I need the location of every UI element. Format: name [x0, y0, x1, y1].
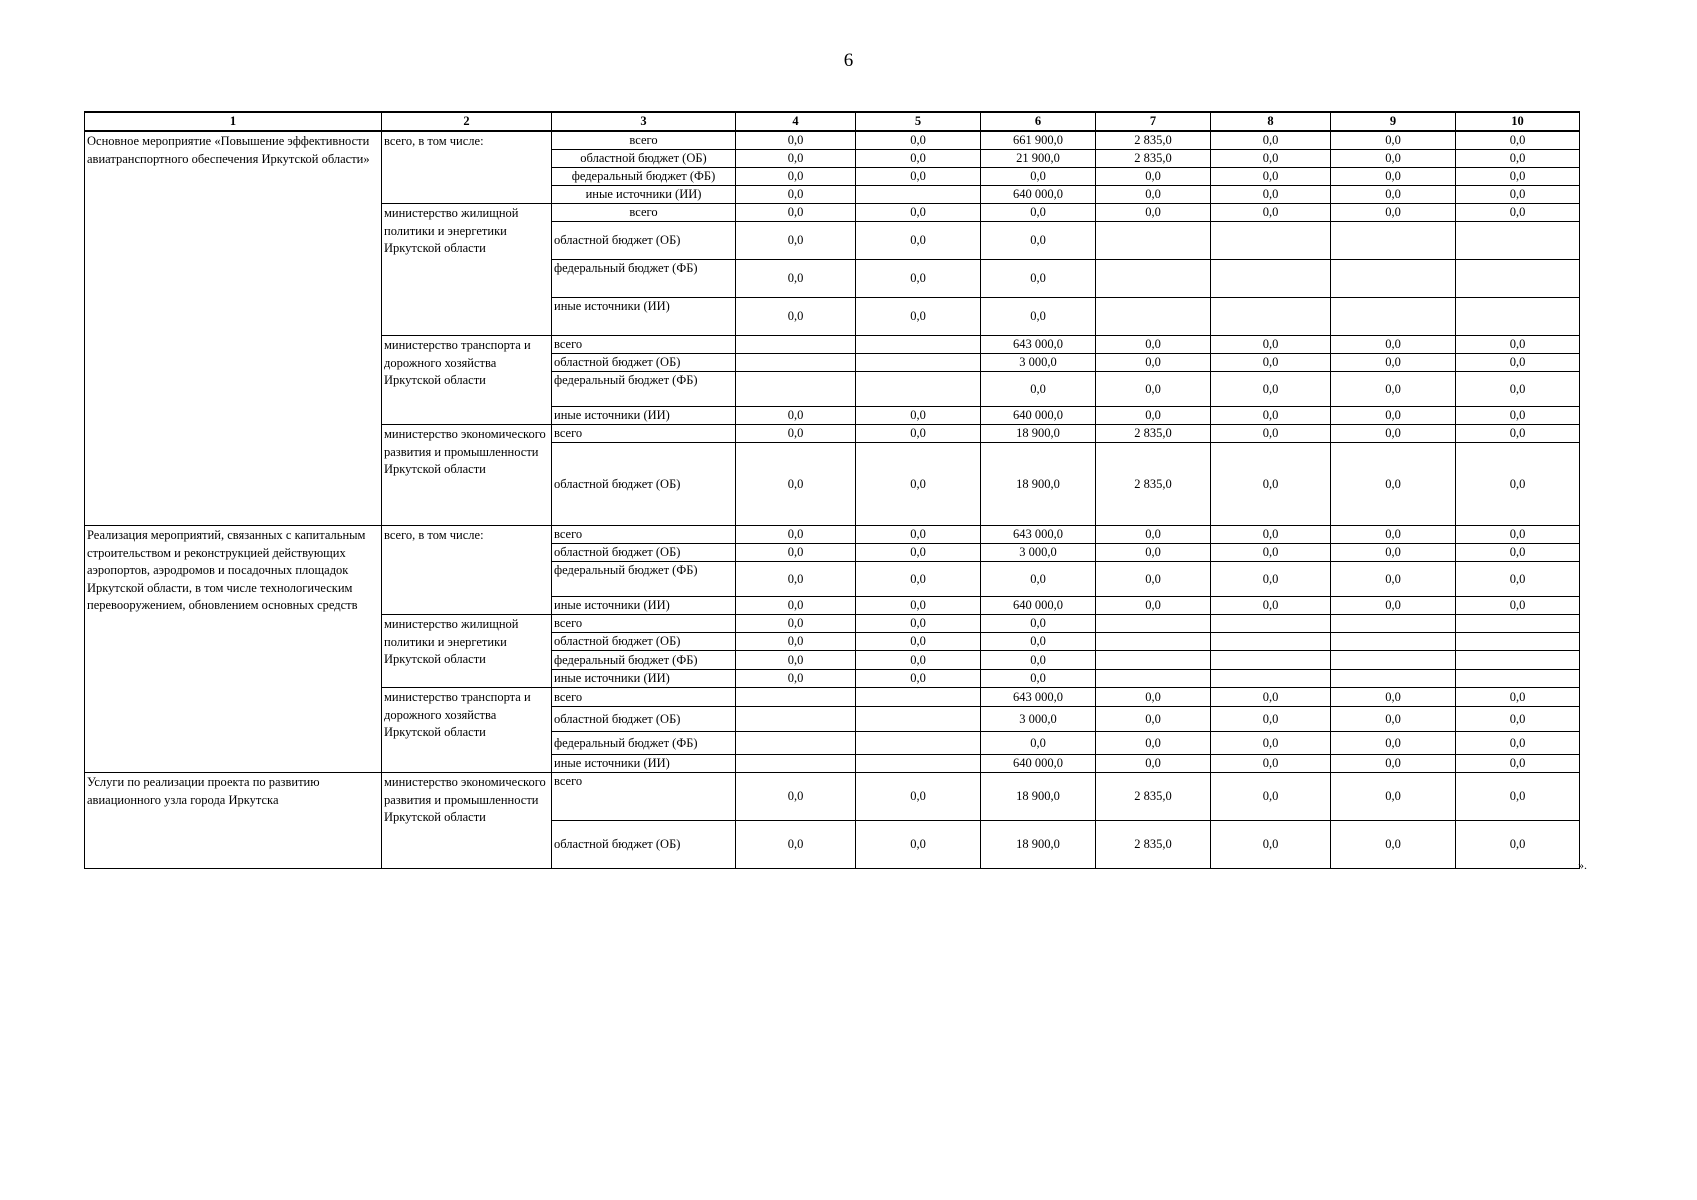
value-cell: 0,0: [856, 544, 981, 562]
funding-source: областной бюджет (ОБ): [552, 222, 736, 260]
funding-source: областной бюджет (ОБ): [552, 443, 736, 526]
value-cell: 0,0: [736, 204, 856, 222]
value-cell: [856, 732, 981, 755]
value-cell: [1331, 651, 1456, 670]
value-cell: 640 000,0: [981, 407, 1096, 425]
value-cell: 0,0: [981, 651, 1096, 670]
value-cell: 0,0: [981, 372, 1096, 407]
value-cell: 0,0: [736, 425, 856, 443]
value-cell: [736, 688, 856, 707]
col-header: 7: [1096, 112, 1211, 131]
table-row: [85, 526, 1580, 544]
value-cell: 0,0: [1331, 131, 1456, 150]
value-cell: [736, 707, 856, 732]
value-cell: 0,0: [856, 425, 981, 443]
value-cell: 0,0: [1096, 688, 1211, 707]
value-cell: 0,0: [1096, 407, 1211, 425]
value-cell: 0,0: [736, 773, 856, 821]
funding-source: всего: [552, 526, 736, 544]
col-header: 6: [981, 112, 1096, 131]
value-cell: 0,0: [1211, 773, 1331, 821]
col-header: 9: [1331, 112, 1456, 131]
value-cell: 661 900,0: [981, 131, 1096, 150]
value-cell: 0,0: [856, 773, 981, 821]
value-cell: 3 000,0: [981, 354, 1096, 372]
value-cell: 0,0: [1096, 168, 1211, 186]
value-cell: [856, 354, 981, 372]
value-cell: 0,0: [736, 186, 856, 204]
value-cell: 0,0: [1211, 336, 1331, 354]
value-cell: 0,0: [1211, 204, 1331, 222]
value-cell: 0,0: [981, 732, 1096, 755]
funding-source: всего: [552, 615, 736, 633]
value-cell: 0,0: [1456, 186, 1580, 204]
value-cell: 0,0: [1456, 168, 1580, 186]
value-cell: 0,0: [1096, 707, 1211, 732]
value-cell: 3 000,0: [981, 544, 1096, 562]
value-cell: 0,0: [1331, 168, 1456, 186]
value-cell: [1456, 260, 1580, 298]
value-cell: 0,0: [736, 633, 856, 651]
col-header: 1: [85, 112, 382, 131]
value-cell: 0,0: [1456, 526, 1580, 544]
funding-source: иные источники (ИИ): [552, 597, 736, 615]
value-cell: 0,0: [1211, 186, 1331, 204]
value-cell: 0,0: [1096, 597, 1211, 615]
value-cell: 0,0: [1331, 562, 1456, 597]
funding-source: всего: [552, 688, 736, 707]
value-cell: 0,0: [856, 168, 981, 186]
value-cell: 0,0: [1096, 562, 1211, 597]
value-cell: 0,0: [1211, 425, 1331, 443]
value-cell: 640 000,0: [981, 755, 1096, 773]
funding-source: федеральный бюджет (ФБ): [552, 260, 736, 298]
funding-source: областной бюджет (ОБ): [552, 707, 736, 732]
value-cell: 0,0: [981, 562, 1096, 597]
value-cell: 0,0: [1331, 732, 1456, 755]
value-cell: 0,0: [1456, 204, 1580, 222]
value-cell: 0,0: [1096, 732, 1211, 755]
value-cell: 0,0: [981, 168, 1096, 186]
value-cell: 0,0: [736, 615, 856, 633]
funding-source: федеральный бюджет (ФБ): [552, 168, 736, 186]
value-cell: [1211, 633, 1331, 651]
funding-source: областной бюджет (ОБ): [552, 354, 736, 372]
value-cell: [856, 186, 981, 204]
col-header: 3: [552, 112, 736, 131]
value-cell: 0,0: [736, 562, 856, 597]
value-cell: 0,0: [736, 260, 856, 298]
value-cell: [1211, 670, 1331, 688]
header-row: [85, 112, 1580, 131]
value-cell: 0,0: [981, 260, 1096, 298]
value-cell: [1211, 260, 1331, 298]
value-cell: [736, 372, 856, 407]
value-cell: 0,0: [1211, 597, 1331, 615]
value-cell: 0,0: [1456, 773, 1580, 821]
value-cell: 0,0: [736, 821, 856, 869]
funding-source: федеральный бюджет (ФБ): [552, 732, 736, 755]
funding-source: иные источники (ИИ): [552, 755, 736, 773]
value-cell: 2 835,0: [1096, 821, 1211, 869]
activity-name: Услуги по реализации проекта по развитию авиационного узла города Иркутска: [85, 773, 382, 869]
value-cell: 0,0: [1096, 336, 1211, 354]
value-cell: 0,0: [1211, 168, 1331, 186]
value-cell: 0,0: [1331, 354, 1456, 372]
value-cell: 18 900,0: [981, 773, 1096, 821]
value-cell: 0,0: [1331, 544, 1456, 562]
funding-source: иные источники (ИИ): [552, 186, 736, 204]
value-cell: 0,0: [856, 633, 981, 651]
value-cell: 0,0: [1211, 407, 1331, 425]
value-cell: 0,0: [1211, 150, 1331, 168]
value-cell: 0,0: [1456, 354, 1580, 372]
value-cell: 0,0: [1456, 688, 1580, 707]
value-cell: 0,0: [1456, 407, 1580, 425]
col-header: 2: [382, 112, 552, 131]
value-cell: 643 000,0: [981, 688, 1096, 707]
value-cell: 0,0: [1331, 755, 1456, 773]
value-cell: 0,0: [736, 526, 856, 544]
executor: всего, в том числе:: [382, 131, 552, 204]
value-cell: [1096, 222, 1211, 260]
value-cell: 0,0: [1211, 688, 1331, 707]
value-cell: 0,0: [736, 597, 856, 615]
value-cell: [1456, 615, 1580, 633]
table-row: [85, 773, 1580, 821]
value-cell: 0,0: [736, 168, 856, 186]
value-cell: [856, 707, 981, 732]
value-cell: [1211, 651, 1331, 670]
value-cell: 0,0: [856, 821, 981, 869]
value-cell: 18 900,0: [981, 443, 1096, 526]
value-cell: 0,0: [856, 260, 981, 298]
table-row: [85, 131, 1580, 150]
value-cell: 0,0: [981, 298, 1096, 336]
funding-source: федеральный бюджет (ФБ): [552, 562, 736, 597]
value-cell: 0,0: [856, 562, 981, 597]
value-cell: 643 000,0: [981, 526, 1096, 544]
value-cell: 0,0: [1331, 773, 1456, 821]
funding-source: областной бюджет (ОБ): [552, 633, 736, 651]
value-cell: [1331, 670, 1456, 688]
value-cell: 0,0: [1456, 732, 1580, 755]
value-cell: 0,0: [1211, 372, 1331, 407]
value-cell: 0,0: [856, 150, 981, 168]
value-cell: 0,0: [1331, 443, 1456, 526]
value-cell: 0,0: [856, 615, 981, 633]
value-cell: [736, 336, 856, 354]
value-cell: 0,0: [856, 222, 981, 260]
value-cell: 18 900,0: [981, 821, 1096, 869]
value-cell: 2 835,0: [1096, 773, 1211, 821]
value-cell: 0,0: [736, 407, 856, 425]
value-cell: 0,0: [1096, 186, 1211, 204]
value-cell: [1331, 260, 1456, 298]
value-cell: [1096, 615, 1211, 633]
value-cell: 2 835,0: [1096, 425, 1211, 443]
value-cell: 0,0: [1331, 688, 1456, 707]
value-cell: 2 835,0: [1096, 443, 1211, 526]
value-cell: 0,0: [1211, 443, 1331, 526]
value-cell: 0,0: [856, 526, 981, 544]
value-cell: 0,0: [1331, 204, 1456, 222]
executor: министерство жилищной политики и энергетики Иркутской области: [382, 204, 552, 336]
funding-source: всего: [552, 336, 736, 354]
value-cell: 0,0: [1096, 204, 1211, 222]
value-cell: 0,0: [856, 443, 981, 526]
value-cell: 0,0: [1456, 544, 1580, 562]
executor: всего, в том числе:: [382, 526, 552, 615]
value-cell: [736, 354, 856, 372]
value-cell: 0,0: [1456, 443, 1580, 526]
funding-source: иные источники (ИИ): [552, 407, 736, 425]
col-header: 10: [1456, 112, 1580, 131]
value-cell: 0,0: [1331, 407, 1456, 425]
value-cell: [856, 336, 981, 354]
value-cell: [1096, 651, 1211, 670]
value-cell: 0,0: [736, 298, 856, 336]
value-cell: 0,0: [1456, 150, 1580, 168]
value-cell: 0,0: [1456, 562, 1580, 597]
funding-source: всего: [552, 204, 736, 222]
value-cell: 0,0: [856, 651, 981, 670]
funding-source: всего: [552, 425, 736, 443]
activity-name: Реализация мероприятий, связанных с капитальным строительством и реконструкцией действующих аэропортов, аэродромов и посадочных площадок Иркутской области, в том числе технологическим перевооружением, обновлением основных средств: [85, 526, 382, 773]
funding-source: всего: [552, 131, 736, 150]
value-cell: 0,0: [1331, 186, 1456, 204]
value-cell: 0,0: [981, 204, 1096, 222]
funding-source: областной бюджет (ОБ): [552, 150, 736, 168]
executor: министерство жилищной политики и энергетики Иркутской области: [382, 615, 552, 688]
executor: министерство транспорта и дорожного хозяйства Иркутской области: [382, 688, 552, 773]
funding-source: федеральный бюджет (ФБ): [552, 651, 736, 670]
value-cell: 0,0: [1331, 597, 1456, 615]
value-cell: [1456, 651, 1580, 670]
funding-source: федеральный бюджет (ФБ): [552, 372, 736, 407]
value-cell: 21 900,0: [981, 150, 1096, 168]
value-cell: 640 000,0: [981, 186, 1096, 204]
value-cell: 0,0: [1331, 372, 1456, 407]
value-cell: 0,0: [736, 544, 856, 562]
value-cell: 0,0: [1456, 131, 1580, 150]
value-cell: 0,0: [1211, 526, 1331, 544]
value-cell: [856, 755, 981, 773]
value-cell: 0,0: [736, 443, 856, 526]
value-cell: 2 835,0: [1096, 150, 1211, 168]
value-cell: 0,0: [856, 597, 981, 615]
value-cell: 0,0: [1211, 354, 1331, 372]
value-cell: 0,0: [1456, 755, 1580, 773]
value-cell: [1331, 633, 1456, 651]
value-cell: [1456, 222, 1580, 260]
value-cell: 0,0: [981, 615, 1096, 633]
page-number: 6: [843, 50, 854, 71]
value-cell: [1331, 615, 1456, 633]
value-cell: 0,0: [1331, 425, 1456, 443]
value-cell: [1456, 633, 1580, 651]
value-cell: [856, 688, 981, 707]
value-cell: 0,0: [1096, 544, 1211, 562]
value-cell: 0,0: [736, 222, 856, 260]
value-cell: 0,0: [736, 670, 856, 688]
executor: министерство экономического развития и промышленности Иркутской области: [382, 773, 552, 869]
value-cell: 0,0: [736, 150, 856, 168]
value-cell: 0,0: [1211, 707, 1331, 732]
value-cell: [1331, 298, 1456, 336]
value-cell: 0,0: [1331, 526, 1456, 544]
value-cell: 0,0: [1456, 821, 1580, 869]
value-cell: 0,0: [1096, 354, 1211, 372]
value-cell: 0,0: [1456, 707, 1580, 732]
value-cell: 0,0: [1211, 732, 1331, 755]
value-cell: 0,0: [736, 651, 856, 670]
value-cell: [1096, 298, 1211, 336]
value-cell: [1096, 633, 1211, 651]
value-cell: [1211, 615, 1331, 633]
value-cell: [1211, 298, 1331, 336]
value-cell: 18 900,0: [981, 425, 1096, 443]
activity-name: Основное мероприятие «Повышение эффективности авиатранспортного обеспечения Иркутской области»: [85, 131, 382, 526]
executor: министерство транспорта и дорожного хозяйства Иркутской области: [382, 336, 552, 425]
value-cell: 0,0: [1456, 425, 1580, 443]
funding-source: иные источники (ИИ): [552, 670, 736, 688]
value-cell: 0,0: [981, 633, 1096, 651]
value-cell: 643 000,0: [981, 336, 1096, 354]
value-cell: 0,0: [1331, 150, 1456, 168]
value-cell: 0,0: [856, 131, 981, 150]
value-cell: 3 000,0: [981, 707, 1096, 732]
value-cell: 0,0: [1456, 336, 1580, 354]
value-cell: 0,0: [1211, 544, 1331, 562]
value-cell: [1211, 222, 1331, 260]
value-cell: 0,0: [856, 407, 981, 425]
value-cell: 0,0: [981, 222, 1096, 260]
value-cell: 0,0: [856, 204, 981, 222]
value-cell: 0,0: [1211, 131, 1331, 150]
value-cell: [1456, 670, 1580, 688]
col-header: 8: [1211, 112, 1331, 131]
value-cell: [736, 732, 856, 755]
executor: министерство экономического развития и промышленности Иркутской области: [382, 425, 552, 526]
value-cell: 2 835,0: [1096, 131, 1211, 150]
value-cell: [1096, 670, 1211, 688]
value-cell: 0,0: [1331, 821, 1456, 869]
col-header: 5: [856, 112, 981, 131]
value-cell: [736, 755, 856, 773]
funding-source: областной бюджет (ОБ): [552, 544, 736, 562]
value-cell: [1096, 260, 1211, 298]
value-cell: [1331, 222, 1456, 260]
value-cell: 0,0: [981, 670, 1096, 688]
value-cell: 0,0: [856, 670, 981, 688]
value-cell: 0,0: [1211, 562, 1331, 597]
value-cell: 0,0: [856, 298, 981, 336]
value-cell: 640 000,0: [981, 597, 1096, 615]
col-header: 4: [736, 112, 856, 131]
table-end-mark: ».: [1578, 858, 1587, 872]
value-cell: 0,0: [1456, 597, 1580, 615]
value-cell: 0,0: [1331, 707, 1456, 732]
value-cell: 0,0: [736, 131, 856, 150]
value-cell: 0,0: [1211, 821, 1331, 869]
funding-source: всего: [552, 773, 736, 821]
value-cell: 0,0: [1211, 755, 1331, 773]
value-cell: 0,0: [1096, 372, 1211, 407]
value-cell: 0,0: [1456, 372, 1580, 407]
value-cell: 0,0: [1096, 755, 1211, 773]
funding-source: областной бюджет (ОБ): [552, 821, 736, 869]
value-cell: [1456, 298, 1580, 336]
funding-source: иные источники (ИИ): [552, 298, 736, 336]
value-cell: [856, 372, 981, 407]
value-cell: 0,0: [1331, 336, 1456, 354]
budget-table: [84, 111, 1580, 869]
value-cell: 0,0: [1096, 526, 1211, 544]
